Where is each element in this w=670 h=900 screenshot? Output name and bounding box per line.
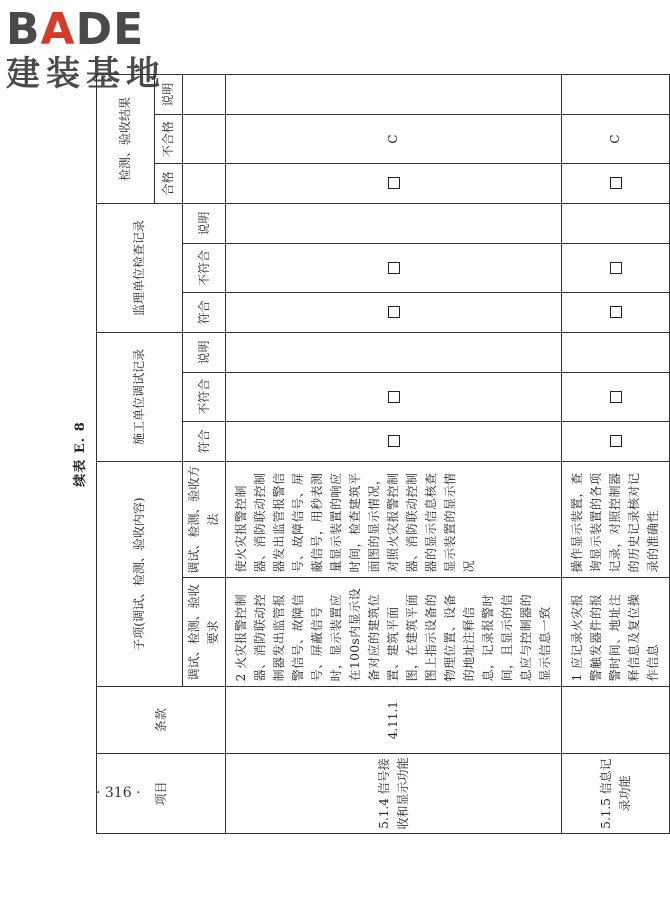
- table-row: [562, 75, 670, 834]
- row-clause: [562, 687, 670, 754]
- page-number: · 316 ·: [96, 785, 141, 801]
- row-item: 5.1.5 信息记录功能: [562, 754, 670, 834]
- construction-nonconform-cell: [226, 372, 562, 421]
- header-construction: 施工单位调试记录: [97, 332, 183, 461]
- supervision-conform-cell: [562, 292, 670, 332]
- construction-nonconform-cell: [562, 372, 670, 421]
- logo-brand: BADE: [6, 4, 145, 55]
- result-fail-cell: [562, 115, 670, 164]
- row-method: 使火灾报警控制器、消防联动控制器发出监管报警信号、故障信号、屏蔽信号，用秒表测量显示装置的响应时间，检查建筑平面图的显示情况，对照火灾报警控制器、消防联动控制器的显示信息核查显示装置的显示情况: [226, 461, 562, 578]
- checkbox[interactable]: [610, 306, 622, 318]
- header-supervision: 监理单位检查记录: [97, 204, 183, 333]
- rotated-table-block: [66, 74, 660, 834]
- construction-conform-cell: [562, 421, 670, 461]
- supervision-nonconform-cell: [562, 244, 670, 293]
- checkbox[interactable]: [388, 306, 400, 318]
- empty-cell: [183, 164, 226, 204]
- row-requirement: 1 应记录火灾报警触发器件的报警时间、地址注释信息及复位操作信息: [562, 578, 670, 687]
- header-method: 调试、检测、验收方法: [183, 461, 226, 578]
- empty-cell: [183, 115, 226, 164]
- empty-cell: [226, 204, 562, 244]
- supervision-conform-cell: [226, 292, 562, 332]
- table-caption: 续表 E. 8: [73, 421, 88, 487]
- header-supervision-nonconform: 不符合: [183, 244, 226, 293]
- header-supervision-note: 说明: [183, 204, 226, 244]
- checkbox[interactable]: [610, 178, 622, 190]
- row-requirement: 2 火灾报警控制器、消防联动控制器发出监管报警信号、故障信号、屏蔽信号时，显示装置应在100s内显示设备对应的建筑位置、建筑平面图，在建筑平面图上指示设备的物理位置、设备的地址注释信息，记录报警时间，且显示的信息应与控制器的显示信息一致: [226, 578, 562, 687]
- header-construction-note: 说明: [183, 332, 226, 372]
- row-method: 操作显示装置，查询显示装置的各项记录，对照控制器的历史记录核对记录的准确性: [562, 461, 670, 578]
- header-supervision-conform: 符合: [183, 292, 226, 332]
- result-pass-cell: [226, 164, 562, 204]
- checkbox[interactable]: [610, 262, 622, 274]
- checkbox[interactable]: [388, 178, 400, 190]
- construction-conform-cell: [226, 421, 562, 461]
- header-construction-conform: 符合: [183, 421, 226, 461]
- header-result-note: 说明: [155, 75, 183, 115]
- logo-tagline: 建装基地: [6, 54, 166, 94]
- empty-cell: [562, 75, 670, 115]
- header-pass: 合格: [155, 164, 183, 204]
- header-clause: 条款: [97, 687, 226, 754]
- header-fail: 不合格: [155, 115, 183, 164]
- empty-cell: [562, 332, 670, 372]
- checkbox[interactable]: [388, 262, 400, 274]
- empty-cell: [226, 332, 562, 372]
- empty-cell: [183, 75, 226, 115]
- result-fail-cell: [226, 115, 562, 164]
- header-requirement: 调试、检测、验收要求: [183, 578, 226, 687]
- header-result: 检测、验收结果: [97, 75, 155, 204]
- checkbox[interactable]: [610, 391, 622, 403]
- acceptance-table: [96, 74, 670, 834]
- header-subitem: 子项(调试、检测、验收内容): [97, 461, 183, 687]
- checkbox[interactable]: [388, 391, 400, 403]
- result-fail-mark: C: [608, 134, 622, 144]
- checkbox[interactable]: [610, 435, 622, 447]
- row-clause: 4.11.1: [226, 687, 562, 754]
- header-construction-nonconform: 不符合: [183, 372, 226, 421]
- row-item: 5.1.4 信号接收和显示功能: [226, 754, 562, 834]
- result-pass-cell: [562, 164, 670, 204]
- result-fail-mark: C: [386, 134, 400, 144]
- table-row: [226, 75, 562, 834]
- header-item: 项目: [97, 754, 226, 834]
- checkbox[interactable]: [388, 435, 400, 447]
- empty-cell: [226, 75, 562, 115]
- supervision-nonconform-cell: [226, 244, 562, 293]
- empty-cell: [562, 204, 670, 244]
